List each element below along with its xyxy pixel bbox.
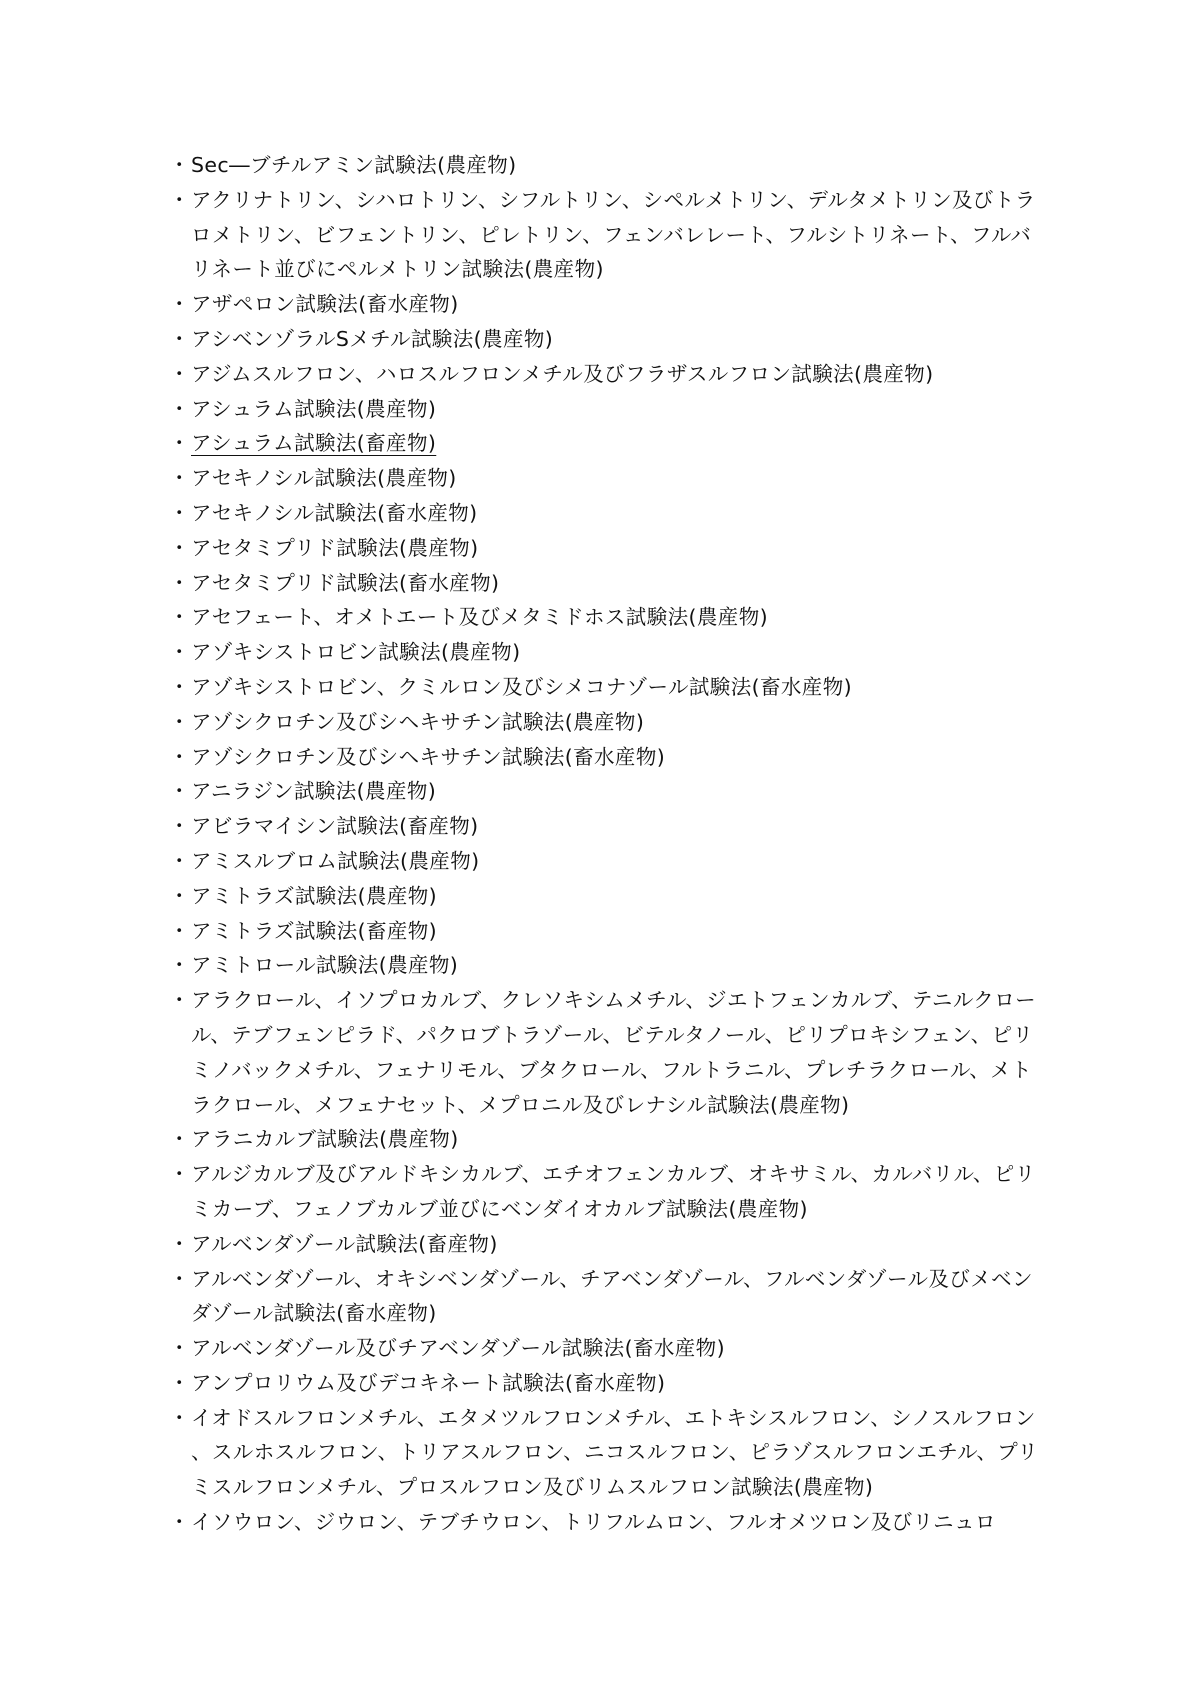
list-item-text: アミトラズ試験法(畜産物) bbox=[191, 918, 438, 943]
list-item bbox=[169, 983, 1039, 1122]
bullet-mark: ・ bbox=[169, 1266, 190, 1291]
list-item-text: アミトラズ試験法(農産物) bbox=[191, 883, 438, 908]
bullet-mark: ・ bbox=[169, 988, 190, 1013]
list-item bbox=[169, 322, 1039, 357]
list-item-text: アルベンダゾール、オキシベンダゾール、チアベンダゾール、フルベンダゾール及びメベンダゾール試験法(畜水産物) bbox=[191, 1266, 1033, 1326]
bullet-mark: ・ bbox=[169, 709, 190, 734]
list-item-text: アミトロール試験法(農産物) bbox=[191, 953, 459, 978]
list-item bbox=[169, 635, 1039, 670]
bullet-mark: ・ bbox=[169, 396, 190, 421]
list-item-text: アシュラム試験法(農産物) bbox=[191, 396, 437, 421]
list-item-text: アシュラム試験法(畜産物) bbox=[191, 431, 437, 456]
bullet-mark: ・ bbox=[169, 153, 190, 177]
bullet-mark: ・ bbox=[169, 1127, 190, 1152]
list-item-text: アシベンゾラルSメチル試験法(農産物) bbox=[191, 326, 554, 351]
list-item-text: アセキノシル試験法(畜水産物) bbox=[191, 500, 478, 525]
bullet-mark: ・ bbox=[169, 570, 190, 595]
list-item bbox=[169, 774, 1039, 809]
list-item bbox=[169, 948, 1039, 983]
bullet-mark: ・ bbox=[169, 535, 190, 560]
list-item-text: アゾシクロチン及びシヘキサチン試験法(農産物) bbox=[191, 709, 645, 734]
list-item bbox=[169, 1122, 1039, 1157]
bullet-mark: ・ bbox=[169, 953, 190, 978]
list-item bbox=[169, 1262, 1039, 1332]
list-item bbox=[169, 287, 1039, 322]
bullet-mark: ・ bbox=[169, 1162, 190, 1187]
bullet-mark: ・ bbox=[169, 361, 190, 386]
list-item-text: アセキノシル試験法(農産物) bbox=[191, 466, 457, 491]
list-item bbox=[169, 1366, 1039, 1401]
bullet-mark: ・ bbox=[169, 779, 190, 804]
bullet-mark: ・ bbox=[169, 674, 190, 699]
bullet-mark: ・ bbox=[169, 744, 190, 769]
bullet-mark: ・ bbox=[169, 640, 190, 665]
list-item-text: アルベンダゾール試験法(畜産物) bbox=[191, 1231, 498, 1256]
list-item bbox=[169, 1227, 1039, 1262]
list-item bbox=[169, 357, 1039, 392]
list-item-text: アセタミプリド試験法(畜水産物) bbox=[191, 570, 500, 595]
list-item bbox=[169, 914, 1039, 949]
list-item bbox=[169, 531, 1039, 566]
bullet-mark: ・ bbox=[169, 918, 190, 943]
list-item bbox=[169, 183, 1039, 287]
list-item-text: Sec―ブチルアミン試験法(農産物) bbox=[191, 153, 517, 177]
bullet-mark: ・ bbox=[169, 187, 190, 212]
list-item-text: イソウロン、ジウロン、テブチウロン、トリフルムロン、フルオメツロン及びリニュロ bbox=[191, 1510, 996, 1535]
list-item-text: アミスルブロム試験法(農産物) bbox=[191, 848, 480, 873]
list-item bbox=[169, 426, 1039, 461]
list-item bbox=[169, 1401, 1039, 1505]
bullet-mark: ・ bbox=[169, 814, 190, 839]
list-item-text: アビラマイシン試験法(畜産物) bbox=[191, 814, 479, 839]
list-item bbox=[169, 670, 1039, 705]
list-item bbox=[169, 809, 1039, 844]
list-item-text: アクリナトリン、シハロトリン、シフルトリン、シペルメトリン、デルタメトリン及びトラロメトリン、ビフェントリン、ピレトリン、フェンバレレート、フルシトリネート、フルバリネート並びにペルメトリン試験法(農産物) bbox=[191, 187, 1036, 282]
list-item-text: アゾキシストロビン、クミルロン及びシメコナゾール試験法(畜水産物) bbox=[191, 674, 853, 699]
list-item bbox=[169, 1157, 1039, 1227]
list-item-text: アゾキシストロビン試験法(農産物) bbox=[191, 640, 521, 665]
test-method-list bbox=[169, 148, 1039, 1540]
bullet-mark: ・ bbox=[169, 500, 190, 525]
list-item-text: アニラジン試験法(農産物) bbox=[191, 779, 437, 804]
list-item-text: アセフェート、オメトエート及びメタミドホス試験法(農産物) bbox=[191, 605, 768, 630]
list-item bbox=[169, 705, 1039, 740]
list-item bbox=[169, 1505, 1039, 1540]
bullet-mark: ・ bbox=[169, 292, 190, 317]
list-item-text: アラクロール、イソプロカルブ、クレソキシムメチル、ジエトフェンカルブ、テニルクロール、テブフェンピラド、パクロブトラゾール、ビテルタノール、ピリプロキシフェン、ピリミノバックメチル、フェナリモル、ブタクロール、フルトラニル、プレチラクロール、メトラクロール、メフェナセット、メプロニル及びレナシル試験法(農産物) bbox=[191, 988, 1037, 1117]
list-item bbox=[169, 461, 1039, 496]
list-item bbox=[169, 496, 1039, 531]
list-item bbox=[169, 879, 1039, 914]
bullet-mark: ・ bbox=[169, 605, 190, 630]
bullet-mark: ・ bbox=[169, 1370, 190, 1395]
list-item bbox=[169, 740, 1039, 775]
list-item-text: イオドスルフロンメチル、エタメツルフロンメチル、エトキシスルフロン、シノスルフロン、スルホスルフロン、トリアスルフロン、ニコスルフロン、ピラゾスルフロンエチル、プリミスルフロンメチル、プロスルフロン及びリムスルフロン試験法(農産物) bbox=[191, 1405, 1039, 1500]
list-item bbox=[169, 392, 1039, 427]
bullet-mark: ・ bbox=[169, 1405, 190, 1430]
bullet-mark: ・ bbox=[169, 1510, 190, 1535]
list-item bbox=[169, 1331, 1039, 1366]
bullet-mark: ・ bbox=[169, 466, 190, 491]
list-item-text: アルジカルブ及びアルドキシカルブ、エチオフェンカルブ、オキサミル、カルバリル、ピリミカーブ、フェノブカルブ並びにベンダイオカルブ試験法(農産物) bbox=[191, 1162, 1036, 1221]
bullet-mark: ・ bbox=[169, 883, 190, 908]
bullet-mark: ・ bbox=[169, 326, 190, 351]
list-item-text: アジムスルフロン、ハロスルフロンメチル及びフラザスルフロン試験法(農産物) bbox=[191, 361, 934, 386]
list-item-text: アザペロン試験法(畜水産物) bbox=[191, 292, 459, 317]
list-item-text: アラニカルブ試験法(農産物) bbox=[191, 1127, 459, 1152]
bullet-mark: ・ bbox=[169, 431, 190, 456]
list-item bbox=[169, 600, 1039, 635]
list-item bbox=[169, 844, 1039, 879]
bullet-mark: ・ bbox=[169, 1336, 190, 1361]
list-item-text: アセタミプリド試験法(農産物) bbox=[191, 535, 479, 560]
list-item bbox=[169, 566, 1039, 601]
list-item bbox=[169, 148, 1039, 183]
bullet-mark: ・ bbox=[169, 1231, 190, 1256]
list-item-text: アンプロリウム及びデコキネート試験法(畜水産物) bbox=[191, 1370, 666, 1395]
list-item-text: アルベンダゾール及びチアベンダゾール試験法(畜水産物) bbox=[191, 1336, 725, 1361]
bullet-mark: ・ bbox=[169, 848, 190, 873]
list-item-text: アゾシクロチン及びシヘキサチン試験法(畜水産物) bbox=[191, 744, 666, 769]
